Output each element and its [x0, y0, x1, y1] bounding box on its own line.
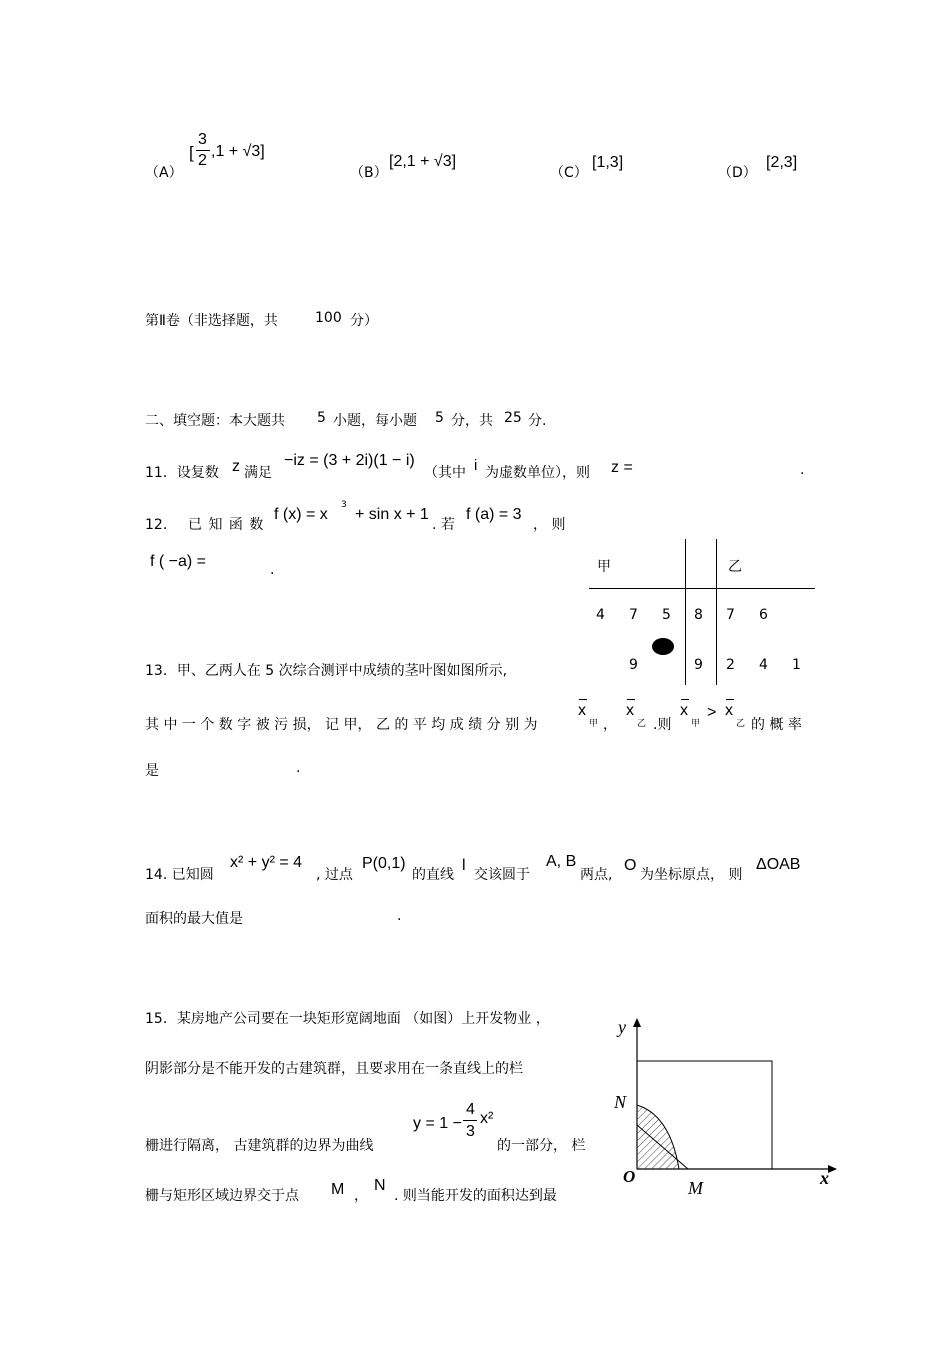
leaf-jia: 7: [629, 607, 638, 623]
q14-meet: 交该圆于: [474, 867, 530, 883]
q14-line2: 面积的最大值是: [145, 911, 243, 927]
q15-line4a: 栅与矩形区域边界交于点: [145, 1188, 299, 1204]
option-a-rest: ,1 + √3]: [211, 143, 265, 160]
option-a-den: 2: [198, 152, 207, 169]
subscript-jia: 甲: [691, 719, 701, 729]
option-b-value: [2,1 + √3]: [389, 153, 457, 170]
q15-n: N: [374, 1177, 386, 1194]
q15-line3a: 栅进行隔离， 古建筑群的边界为曲线: [145, 1138, 374, 1154]
greater-than: >: [707, 704, 717, 721]
q15-line1: 15．某房地产公司要在一块矩形宽阔地面 （如图）上开发物业 ，: [145, 1011, 550, 1027]
mean-bar: [726, 699, 734, 700]
leaf-yi: 7: [726, 607, 735, 623]
q14-through: , 过点: [316, 867, 353, 883]
q11-note1: （其中: [424, 465, 466, 481]
q15-eq-den: 3: [466, 1123, 475, 1140]
mean-x-jia: x: [578, 702, 586, 719]
option-d-value: [2,3]: [766, 154, 798, 171]
shaded-region: [637, 1105, 679, 1169]
x-axis-arrow-icon: [828, 1165, 837, 1173]
stem-leaf-header-rule: [589, 588, 815, 589]
mean-x-jia: x: [680, 702, 688, 719]
fig-m-label: M: [688, 1178, 703, 1198]
option-b-label: （B）: [350, 165, 388, 181]
land-figure: [600, 1015, 840, 1205]
fill-header-p2: 小题，每小题: [333, 413, 417, 429]
q14-num: 14. 已知圆: [145, 867, 214, 883]
leaf-yi: 6: [759, 607, 768, 623]
stem-leaf-head-jia: 甲: [597, 559, 611, 575]
fill-header-p4: 分.: [528, 413, 547, 429]
option-a-num: 3: [198, 131, 207, 148]
mean-bar: [627, 699, 635, 700]
q14-l: l: [462, 857, 466, 874]
section2-title: 第Ⅱ卷（非选择题，共: [145, 313, 278, 329]
fill-header-n2: 5: [435, 410, 444, 426]
q13-line1: 13．甲、乙两人在 5 次综合测评中成绩的茎叶图如图所示,: [145, 663, 508, 679]
mean-bar: [681, 699, 689, 700]
q13-comma: ，: [603, 717, 617, 733]
fill-header-n1: 5: [317, 410, 326, 426]
q15-line3b: 的一部分， 栏: [497, 1138, 586, 1154]
mean-x-yi: x: [626, 702, 634, 719]
stem-leaf-divider-right: [716, 539, 717, 685]
ink-blot: [652, 638, 674, 655]
option-c-label: （C）: [550, 165, 588, 181]
q12-if: . 若: [432, 517, 455, 533]
q13-then: .则: [653, 717, 672, 733]
fraction-bar: [196, 150, 210, 151]
q15-comma: ，: [354, 1188, 368, 1204]
leaf-jia: 4: [596, 607, 605, 623]
q12-fa: f (a) = 3: [466, 506, 522, 523]
q12-dot: .: [270, 562, 275, 578]
option-d-label: （D）: [718, 165, 757, 181]
q11-note2: 为虚数单位），则: [485, 465, 590, 481]
q14-points: 两点,: [580, 867, 613, 883]
q11-num: 11．设复数: [145, 465, 219, 481]
q12-exponent: 3: [341, 500, 347, 510]
mean-bar: [579, 699, 587, 700]
q11-equation: −iz = (3 + 2i)(1 − i): [284, 452, 415, 469]
q15-eq-num: 4: [466, 1101, 475, 1118]
stem-leaf-divider-left: [685, 539, 686, 685]
q13-line2: 其 中 一 个 数 字 被 污 损， 记 甲， 乙 的 平 均 成 绩 分 别 为: [145, 717, 538, 733]
q14-o: O: [624, 857, 637, 874]
fig-n-label: N: [614, 1092, 627, 1112]
leaf-yi: 1: [792, 657, 801, 673]
section2-unit: 分）: [350, 313, 378, 329]
q14-circle: x² + y² = 4: [230, 854, 303, 871]
q11-z-equals: z =: [611, 459, 633, 476]
y-axis-arrow-icon: [633, 1018, 641, 1027]
stem: 9: [694, 657, 703, 673]
leaf-yi: 2: [726, 657, 735, 673]
stem: 8: [694, 607, 703, 623]
q15-m: M: [331, 1181, 345, 1198]
land-figure-svg: [600, 1015, 840, 1205]
q12-text: 已 知 函 数: [188, 517, 265, 533]
q11-z: z: [232, 458, 240, 475]
q14-ab: A, B: [546, 853, 577, 870]
option-c-value: [1,3]: [592, 154, 624, 171]
q14-triangle: ΔOAB: [756, 856, 801, 873]
fraction-bar: [463, 1120, 477, 1121]
q12-num: 12．: [145, 517, 177, 533]
q12-f-neg-a: f ( −a) =: [150, 553, 207, 570]
q14-line: 的直线: [412, 867, 454, 883]
q13-probability: 的 概 率: [751, 717, 802, 733]
leaf-jia: 5: [662, 607, 671, 623]
q15-eq-lhs: y = 1 −: [413, 1115, 462, 1132]
subscript-jia: 甲: [589, 719, 599, 729]
q12-function-rest: + sin x + 1: [355, 506, 429, 523]
q13-line3: 是: [145, 763, 159, 779]
q13-dot: .: [296, 760, 301, 776]
q12-function: f (x) = x: [274, 506, 328, 523]
q14-dot: .: [397, 908, 402, 924]
stem-leaf-head-yi: 乙: [728, 559, 742, 575]
fig-x-label: x: [820, 1168, 829, 1188]
q11-satisfy: 满足: [244, 465, 272, 481]
subscript-yi: 乙: [637, 719, 647, 729]
q12-then: ， 则: [533, 517, 566, 533]
fill-header-n3: 25: [504, 410, 522, 426]
section2-points: 100: [315, 310, 342, 326]
option-a-open: [: [189, 143, 194, 162]
q15-line2: 阴影部分是不能开发的古建筑群，且要求用在一条直线上的栏: [145, 1061, 523, 1077]
mean-x-yi: x: [725, 702, 733, 719]
leaf-jia: 9: [629, 657, 638, 673]
fig-o-label: O: [623, 1167, 636, 1186]
fill-header-p3: 分，共: [451, 413, 493, 429]
q11-i: i: [474, 457, 478, 474]
q14-point-p: P(0,1): [362, 855, 406, 872]
fig-y-label: y: [618, 1017, 626, 1037]
q14-origin: 为坐标原点， 则: [640, 867, 743, 883]
option-a-label: （A）: [145, 165, 183, 181]
leaf-yi: 4: [759, 657, 768, 673]
fill-header-p1: 二、填空题：本大题共: [145, 413, 285, 429]
q11-dot: .: [800, 462, 805, 478]
q15-line4b: . 则当能开发的面积达到最: [394, 1188, 557, 1204]
subscript-yi: 乙: [736, 719, 746, 729]
q15-eq-x: x²: [480, 1110, 494, 1127]
